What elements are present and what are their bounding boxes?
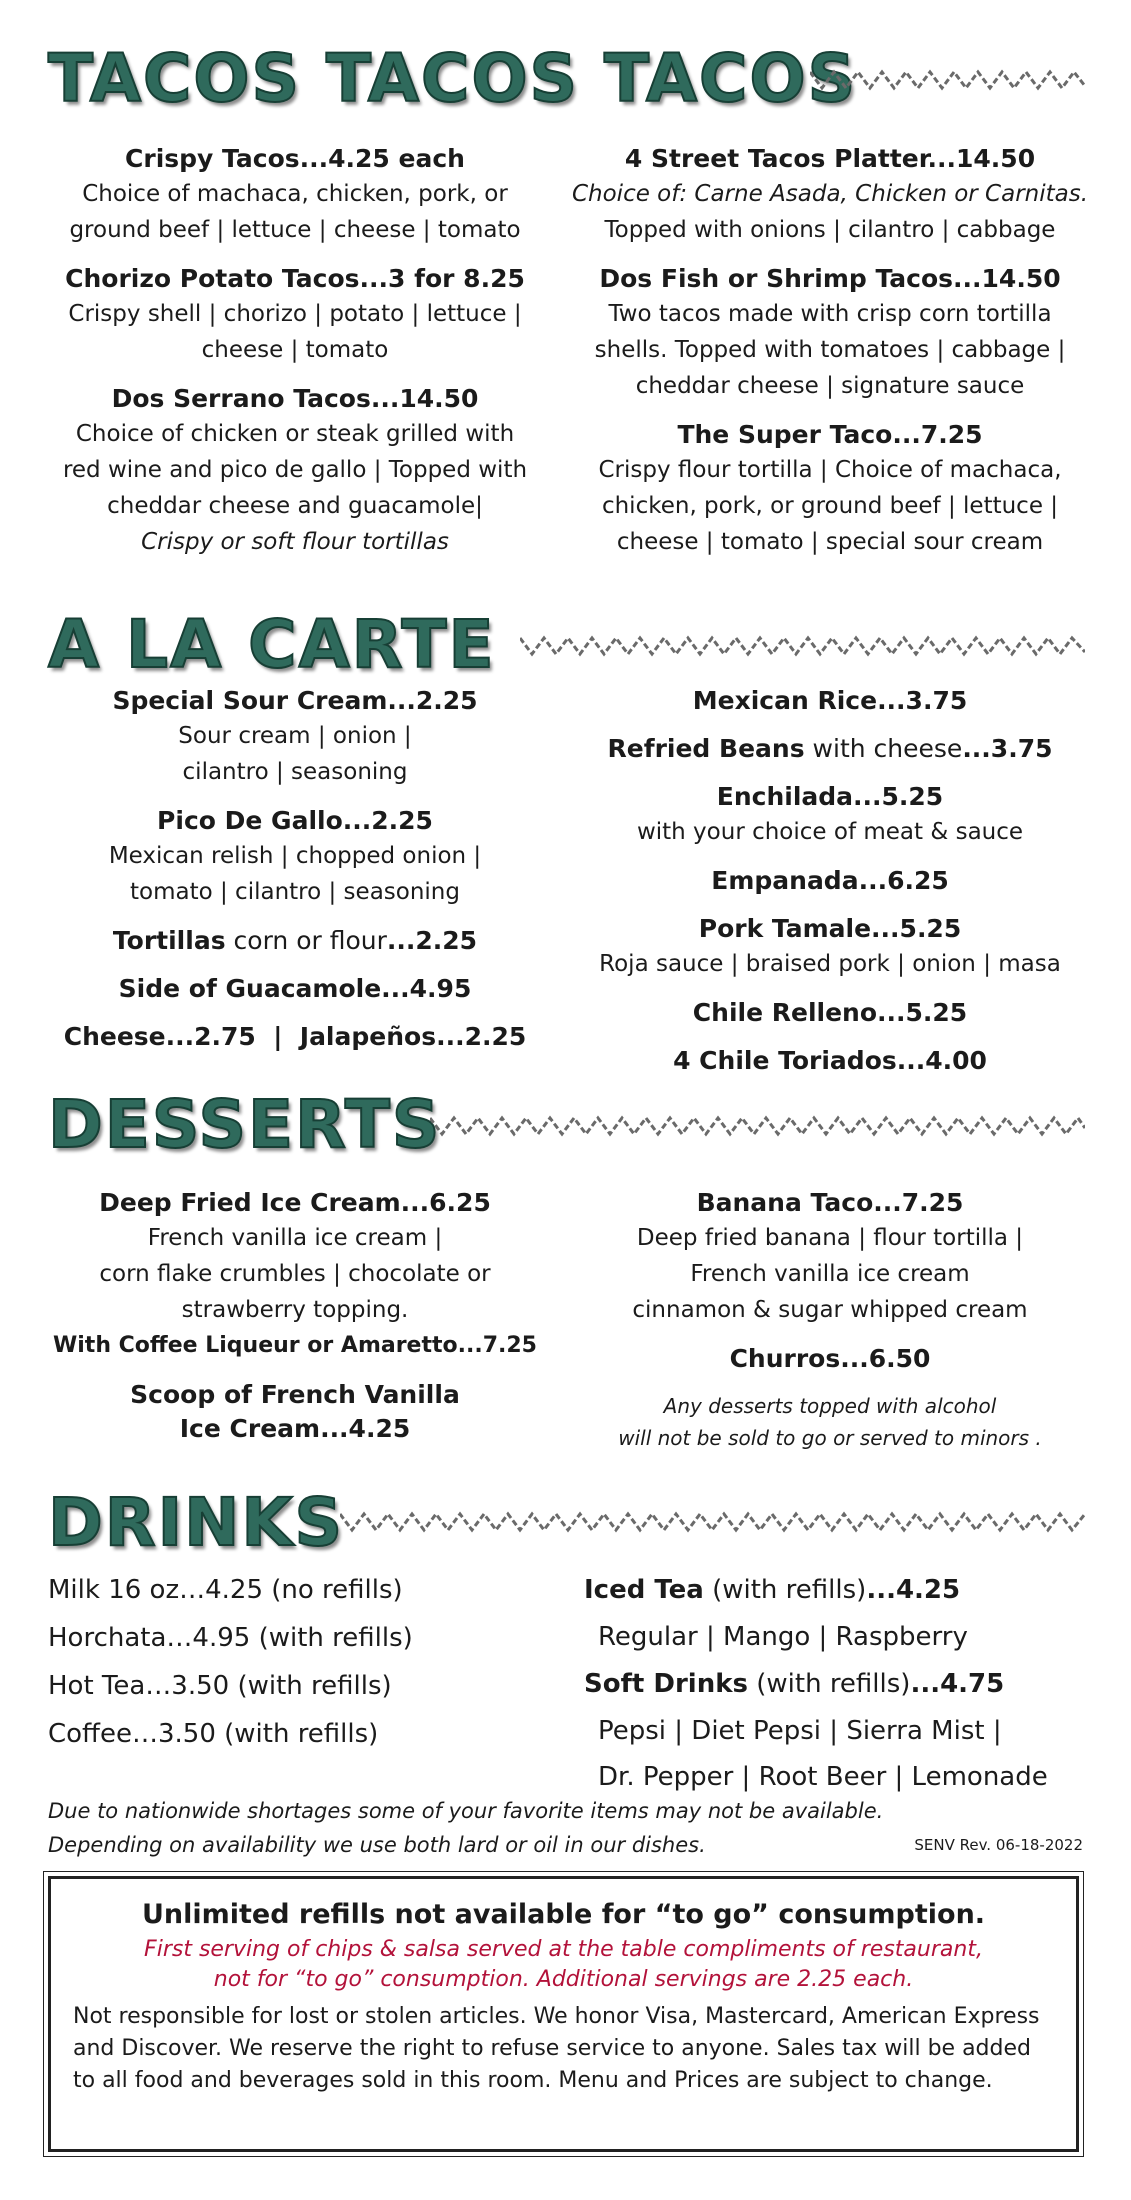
desserts-right-column xyxy=(570,1186,1090,1454)
menu-item xyxy=(40,262,550,368)
menu-item xyxy=(570,912,1090,982)
menu-item xyxy=(570,262,1090,404)
item-note: Choice of: Carne Asada, Chicken or Carnitas. xyxy=(571,181,1089,207)
item-name: Dos Fish or Shrimp Tacos...14.50 xyxy=(599,264,1061,293)
zigzag-divider-desserts xyxy=(430,1110,1085,1140)
menu-item-empanada: Empanada...6.25 xyxy=(711,866,949,895)
item-desc: Choice of machaca, chicken, pork, or xyxy=(82,181,508,207)
revision-label: SENV Rev. 06-18-2022 xyxy=(914,1836,1083,1854)
item-desc: tomato | cilantro | seasoning xyxy=(130,879,460,905)
item-name: 4 Street Tacos Platter...14.50 xyxy=(624,144,1036,173)
drink-item: Coffee…3.50 (with refills) xyxy=(48,1719,379,1749)
chips-salsa-note: not for “to go” consumption. Additional servings are 2.25 each. xyxy=(213,1967,914,1992)
menu-item xyxy=(40,1186,550,1364)
menu-item xyxy=(570,142,1090,248)
menu-item xyxy=(40,382,550,560)
drink-flavors: Pepsi | Diet Pepsi | Sierra Mist | xyxy=(598,1716,1002,1746)
drink-item: Milk 16 oz…4.25 (no refills) xyxy=(48,1575,403,1605)
item-desc: Mexican relish | chopped onion | xyxy=(108,843,482,869)
item-name: Pork Tamale...5.25 xyxy=(698,914,962,943)
item-name: Crispy Tacos...4.25 each xyxy=(125,144,465,173)
item-note: Crispy or soft flour tortillas xyxy=(141,529,449,555)
policy-line: and Discover. We reserve the right to refuse service to anyone. Sales tax will be added xyxy=(73,2036,1031,2061)
item-desc: cilantro | seasoning xyxy=(182,759,408,785)
policy-line: to all food and beverages sold in this room. Menu and Prices are subject to change. xyxy=(73,2068,993,2093)
item-desc: strawberry topping. xyxy=(181,1297,409,1323)
tacos-title: TACOS TACOS TACOS xyxy=(48,40,858,117)
item-desc: cheese | tomato xyxy=(201,337,389,363)
zigzag-divider-carte xyxy=(520,630,1085,660)
item-name: Special Sour Cream...2.25 xyxy=(112,686,478,715)
menu-item xyxy=(40,804,550,910)
chips-salsa-note: First serving of chips & salsa served at the table compliments of restaurant, xyxy=(144,1937,983,1962)
menu-item-beans xyxy=(570,732,1090,766)
drink-item: Horchata…4.95 (with refills) xyxy=(48,1623,413,1653)
item-name: Iced Tea xyxy=(584,1575,704,1605)
menu-item xyxy=(570,1186,1090,1328)
alcohol-note: will not be sold to go or served to minors . xyxy=(618,1426,1042,1450)
alcohol-note: Any desserts topped with alcohol xyxy=(663,1394,997,1418)
carte-left-column xyxy=(40,684,550,1068)
menu-item xyxy=(40,684,550,790)
footer-notes xyxy=(48,1794,883,1862)
item-name: Ice Cream...4.25 xyxy=(179,1414,411,1443)
zigzag-divider-drinks xyxy=(340,1506,1085,1536)
tacos-right-column xyxy=(570,142,1090,574)
item-desc: Choice of chicken or steak grilled with xyxy=(75,421,515,447)
item-desc: Crispy flour tortilla | Choice of machaca, xyxy=(598,457,1062,483)
desserts-title: DESSERTS xyxy=(48,1086,442,1163)
menu-item-churros: Churros...6.50 xyxy=(729,1344,931,1373)
item-name: Refried Beans xyxy=(607,734,805,763)
item-desc: corn flake crumbles | chocolate or xyxy=(99,1261,491,1287)
tacos-left-column xyxy=(40,142,550,574)
item-desc: cheddar cheese and guacamole| xyxy=(107,493,483,519)
drinks-right-column xyxy=(584,1566,1084,1800)
item-desc: Two tacos made with crisp corn tortilla xyxy=(608,301,1052,327)
item-name: Banana Taco...7.25 xyxy=(696,1188,964,1217)
item-desc: with cheese xyxy=(804,734,963,763)
item-price: ...2.25 xyxy=(386,926,478,955)
item-desc: shells. Topped with tomatoes | cabbage | xyxy=(594,337,1066,363)
menu-item xyxy=(40,142,550,248)
policy-title: Unlimited refills not available for “to go” consumption. xyxy=(141,1899,986,1930)
drink-flavors: Dr. Pepper | Root Beer | Lemonade xyxy=(598,1762,1048,1792)
policy-body xyxy=(51,1995,1076,2097)
policy-line: Not responsible for lost or stolen articles. We honor Visa, Mastercard, American Express xyxy=(73,2004,1040,2029)
item-name: Deep Fried Ice Cream...6.25 xyxy=(99,1188,491,1217)
item-name: The Super Taco...7.25 xyxy=(677,420,983,449)
item-desc: Deep fried banana | flour tortilla | xyxy=(636,1225,1024,1251)
item-price: ...4.75 xyxy=(910,1669,1005,1699)
zigzag-divider-tacos xyxy=(810,64,1085,94)
footer-note: Due to nationwide shortages some of your favorite items may not be available. xyxy=(48,1799,884,1823)
item-desc: with your choice of meat & sauce xyxy=(636,819,1024,845)
item-desc: French vanilla ice cream | xyxy=(147,1225,443,1251)
item-price: ...3.75 xyxy=(962,734,1053,763)
item-desc: corn or flour xyxy=(225,926,387,955)
item-desc: Roja sauce | braised pork | onion | masa xyxy=(599,951,1061,977)
item-name: Soft Drinks xyxy=(584,1669,748,1699)
footer-note: Depending on availability we use both lard or oil in our dishes. xyxy=(48,1833,706,1857)
item-desc: red wine and pico de gallo | Topped with xyxy=(62,457,528,483)
item-desc: (with refills) xyxy=(747,1669,911,1699)
item-desc: French vanilla ice cream xyxy=(690,1261,970,1287)
item-name: Scoop of French Vanilla xyxy=(130,1380,460,1409)
menu-item-rice: Mexican Rice...3.75 xyxy=(692,686,968,715)
menu-item-tortillas xyxy=(40,924,550,958)
item-name: Tortillas xyxy=(112,926,226,955)
item-desc: ground beef | lettuce | cheese | tomato xyxy=(69,217,521,243)
a-la-carte-title: A LA CARTE xyxy=(48,606,496,683)
menu-item-toriados: 4 Chile Toriados...4.00 xyxy=(673,1046,987,1075)
item-desc: cheddar cheese | signature sauce xyxy=(635,373,1025,399)
drink-item: Hot Tea…3.50 (with refills) xyxy=(48,1671,392,1701)
menu-item xyxy=(40,1378,550,1446)
desserts-left-column xyxy=(40,1186,550,1460)
drinks-left-column xyxy=(48,1566,548,1758)
menu-item xyxy=(570,780,1090,850)
item-name: Pico De Gallo...2.25 xyxy=(157,806,433,835)
drink-item-soft-drinks xyxy=(584,1660,1084,1708)
menu-item-cheese-jalapenos: Cheese...2.75 | Jalapeños...2.25 xyxy=(63,1022,527,1051)
menu-item-relleno: Chile Relleno...5.25 xyxy=(692,998,968,1027)
item-desc: Topped with onions | cilantro | cabbage xyxy=(604,217,1056,243)
menu-item-guacamole: Side of Guacamole...4.95 xyxy=(118,974,472,1003)
item-desc: chicken, pork, or ground beef | lettuce | xyxy=(601,493,1059,519)
item-desc: Sour cream | onion | xyxy=(178,723,412,749)
item-desc: (with refills) xyxy=(703,1575,867,1605)
item-desc: Crispy shell | chorizo | potato | lettuce | xyxy=(68,301,522,327)
drink-item-iced-tea xyxy=(584,1566,1084,1614)
item-extra: With Coffee Liqueur or Amaretto...7.25 xyxy=(53,1333,537,1358)
menu-item xyxy=(570,418,1090,560)
item-desc: cheese | tomato | special sour cream xyxy=(616,529,1044,555)
drink-flavors: Regular | Mango | Raspberry xyxy=(598,1622,968,1652)
drinks-title: DRINKS xyxy=(48,1484,345,1561)
carte-right-column xyxy=(570,684,1090,1092)
item-name: Chorizo Potato Tacos...3 for 8.25 xyxy=(65,264,525,293)
item-desc: cinnamon & sugar whipped cream xyxy=(632,1297,1028,1323)
policy-box xyxy=(48,1876,1079,2152)
item-name: Enchilada...5.25 xyxy=(716,782,944,811)
item-name: Dos Serrano Tacos...14.50 xyxy=(111,384,479,413)
item-price: ...4.25 xyxy=(866,1575,961,1605)
